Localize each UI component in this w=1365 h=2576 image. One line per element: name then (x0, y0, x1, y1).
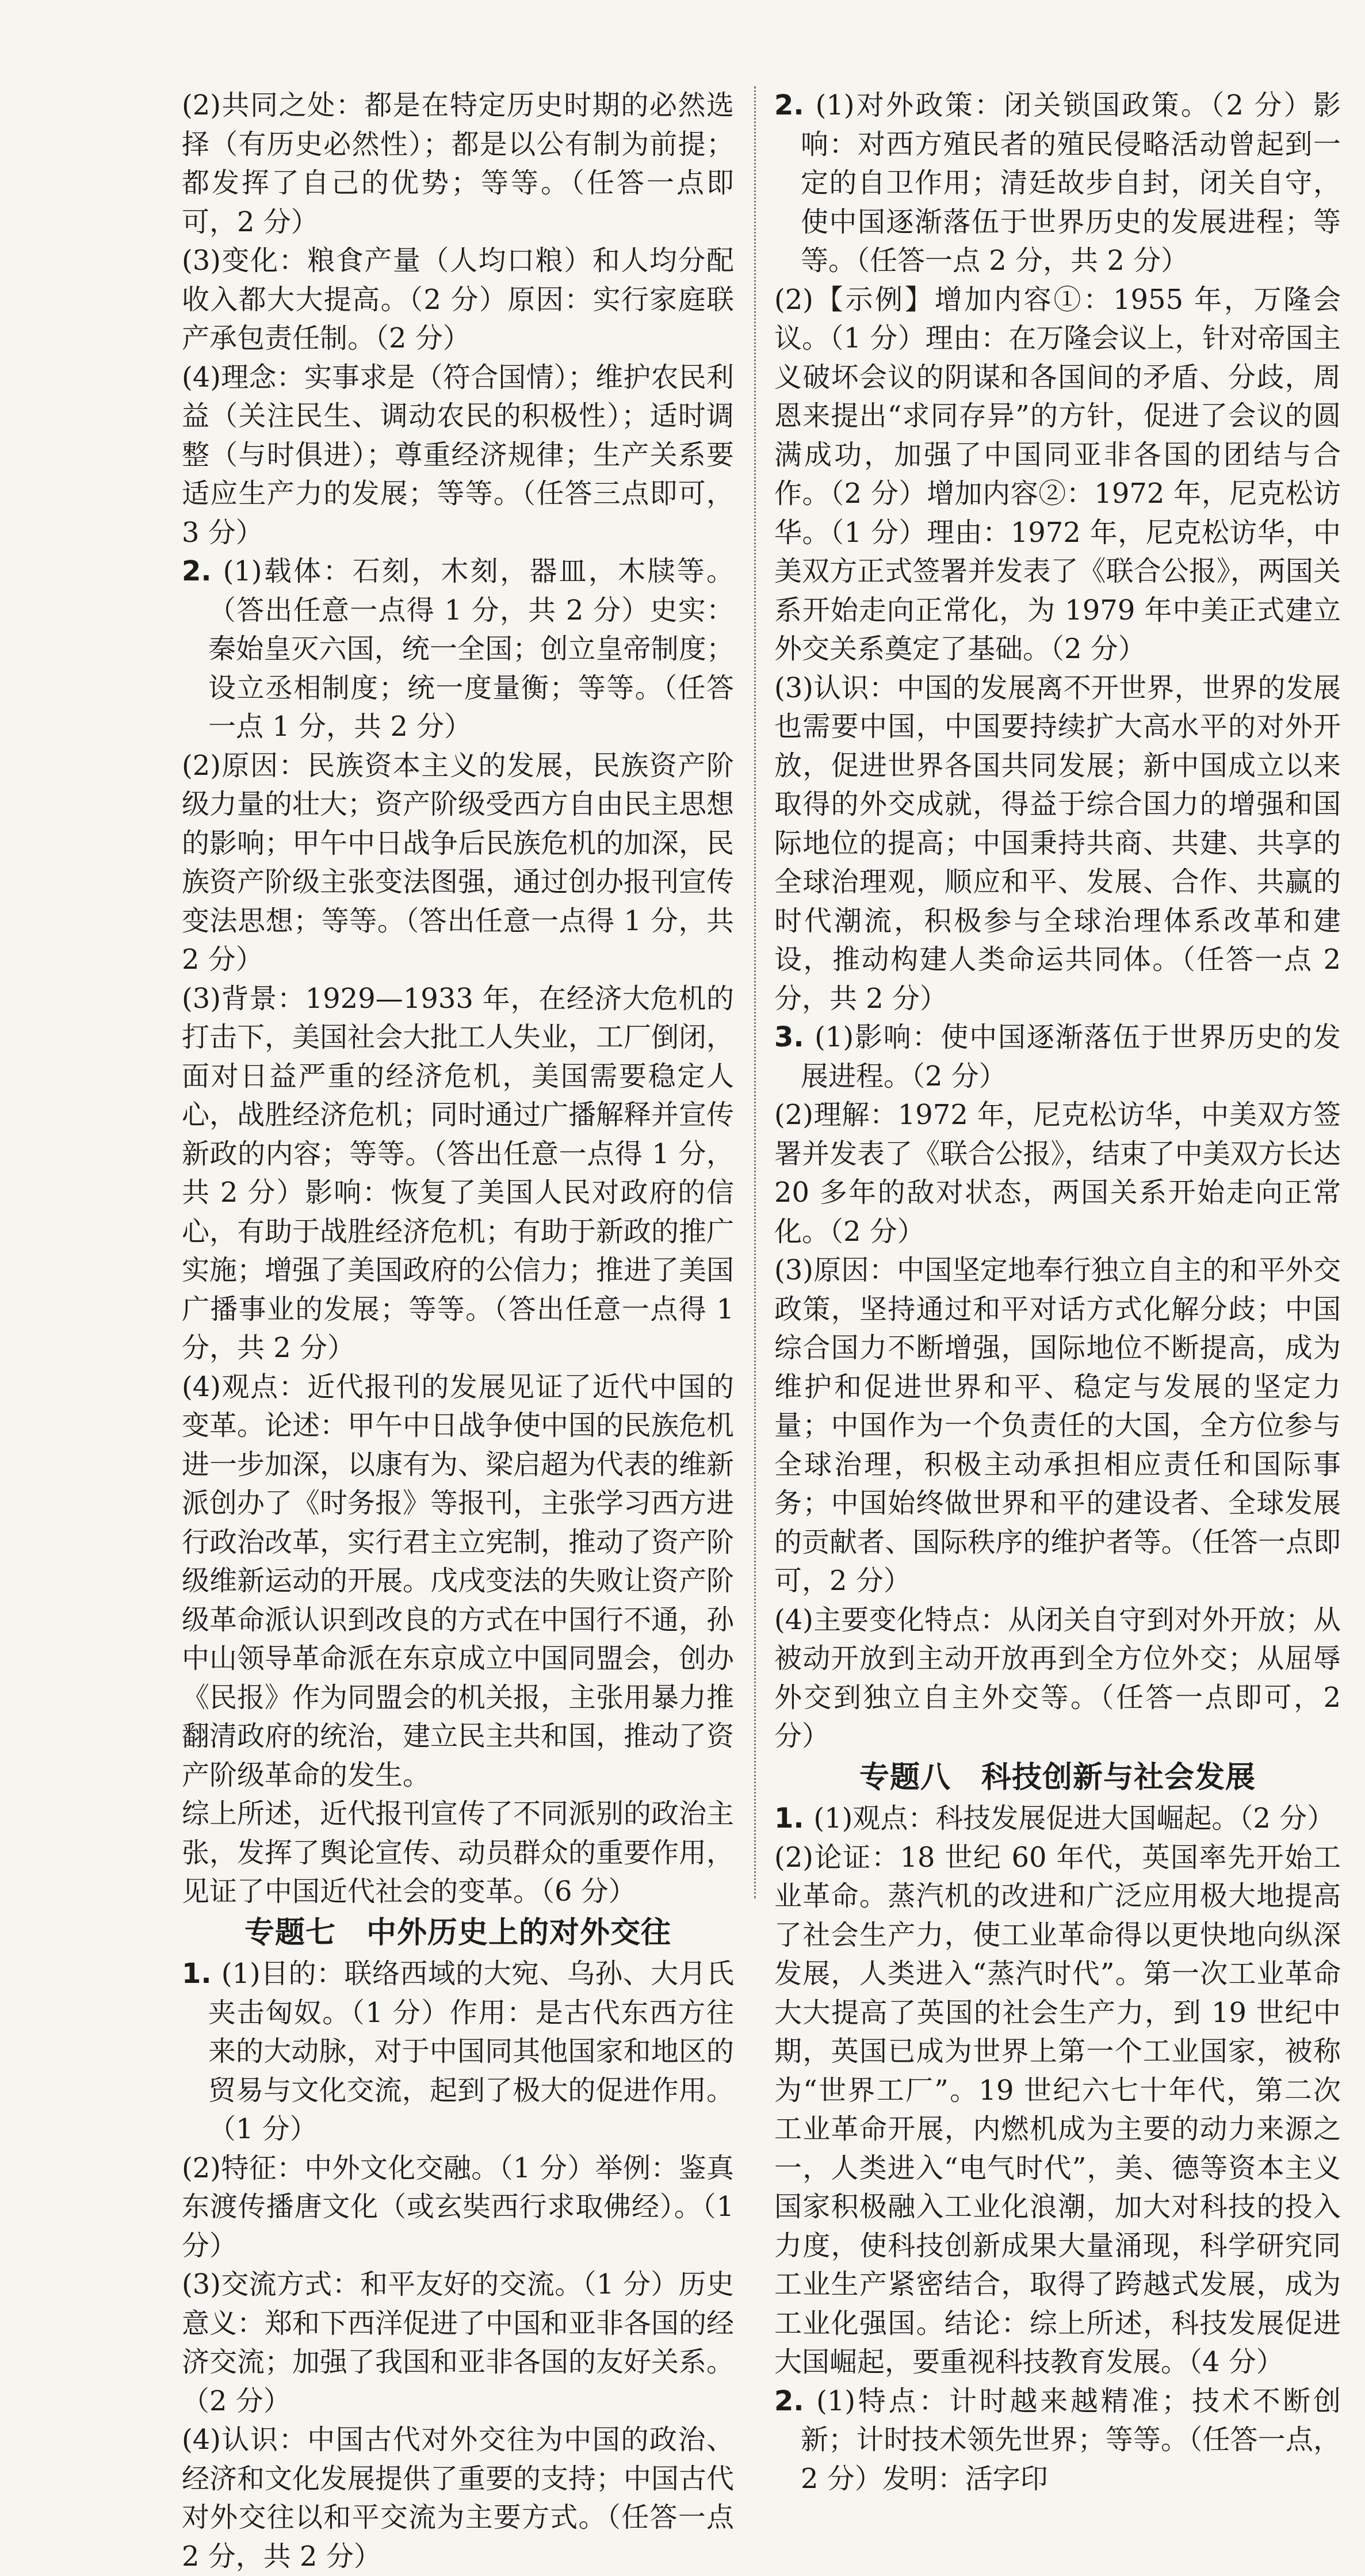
answer-paragraph: (2)特征：中外文化交融。（1 分）举例：鉴真东渡传播唐文化（或玄奘西行求取佛经）。（1 分） (182, 2151, 734, 2262)
left-column (182, 86, 734, 2576)
answer-paragraph: (3)交流方式：和平友好的交流。（1 分）历史意义：郑和下西洋促进了中国和亚非各国的经济交流；加强了我国和亚非各国的友好关系。（2 分） (182, 2268, 735, 2417)
answer-text: (1)对外政策：闭关锁国政策。（2 分）影响：对西方殖民者的殖民侵略活动曾起到一定的自卫作用；清廷故步自封，闭关自守，使中国逐渐落伍于世界历史的发展进程；等等。（任答一点 2 分，共 2 分） (801, 89, 1341, 277)
answer-paragraph: (2)【示例】增加内容①：1955 年，万隆会议。（1 分）理由：在万隆会议上，针对帝国主义破坏会议的阴谋和各国间的矛盾、分歧，周恩来提出“求同存异”的方针，促进了会议的圆满成功，加强了中国同亚非各国的团结与合作。（2 分）增加内容②：1972 年，尼克松访华。（1 分）理由：1972 年，尼克松访华，中美双方正式签署并发表了《联合公报》，两国关系开始走向正常化，为 1979 年中美正式建立外交关系奠定了基础。（2 分） (774, 283, 1341, 665)
answer-text: (1)影响：使中国逐渐落伍于世界历史的发展进程。（2 分） (801, 1021, 1341, 1092)
answer-paragraph: (3)原因：中国坚定地奉行独立自主的和平外交政策，坚持通过和平对话方式化解分歧；中国综合国力不断增强，国际地位不断提高，成为维护和促进世界和平、稳定与发展的坚定力量；中国作为一个负责任的大国，全方位参与全球治理，积极主动承担相应责任和国际事务；中国始终做世界和平的建设者、全球发展的贡献者、国际秩序的维护者等。（任答一点即可，2 分） (774, 1254, 1341, 1597)
question-number: 2. (774, 89, 816, 121)
answer-paragraph: (3)背景：1929—1933 年，在经济大危机的打击下，美国社会大批工人失业，工厂倒闭，面对日益严重的经济危机，美国需要稳定人心，战胜经济危机；同时通过广播解释并宣传新政的内容；等等。（答出任意一点得 1 分，共 2 分）影响：恢复了美国人民对政府的信心，有助于战胜经济危机；有助于新政的推广实施；增强了美国政府的公信力；推进了美国广播事业的发展；等等。（答出任意一点得 1 分，共 2 分） (182, 982, 735, 1364)
question-paragraph (774, 1018, 1341, 1096)
answer-paragraph: (4)认识：中国古代对外交往为中国的政治、经济和文化发展提供了重要的支持；中国古代对外交往以和平交流为主要方式。（任答一点 2 分，共 2 分） (182, 2424, 735, 2573)
answer-paragraph: (2)论证：18 世纪 60 年代，英国率先开始工业革命。蒸汽机的改进和广泛应用极大地提高了社会生产力，使工业革命得以更快地向纵深发展，人类进入“蒸汽时代”。第一次工业革命大大提高了英国的社会生产力，到 19 世纪中期，英国已成为世界上第一个工业国家，被称为“世界工厂”。19 世纪六七十年代，第二次工业革命开展，内燃机成为主要的动力来源之一，人类进入“电气时代”，美、德等资本主义国家积极融入工业化浪潮，加大对科技的投入力度，使科技创新成果大量涌现，科学研究同工业生产紧密结合，取得了跨越式发展，成为工业化强国。结论：综上所述，科技发展促进大国崛起，要重视科技教育发展。（4 分） (774, 1841, 1341, 2378)
question-paragraph (182, 1955, 734, 2149)
question-paragraph (774, 86, 1341, 281)
question-number: 1. (182, 1958, 221, 1990)
answer-paragraph: (2)原因：民族资本主义的发展，民族资产阶级力量的壮大；资产阶级受西方自由民主思想的影响；甲午中日战争后民族危机的加深，民族资产阶级主张变法图强，通过创办报刊宣传变法思想；等等。（答出任意一点得 1 分，共 2 分） (182, 749, 735, 976)
answer-text: (1)观点：科技发展促进大国崛起。（2 分） (813, 1802, 1335, 1834)
answer-text: (1)目的：联络西域的大宛、乌孙、大月氏夹击匈奴。（1 分）作用：是古代东西方往来的大动脉，对于中国同其他国家和地区的贸易与文化交流，起到了极大的促进作用。（1 分） (208, 1958, 735, 2145)
question-number: 3. (774, 1021, 815, 1053)
answer-paragraph: (4)主要变化特点：从闭关自守到对外开放；从被动开放到主动开放再到全方位外交；从屈辱外交到独立自主外交等。（任答一点即可，2 分） (774, 1603, 1341, 1752)
answer-paragraph: (2)共同之处：都是在特定历史时期的必然选择（有历史必然性）；都是以公有制为前提；都发挥了自己的优势；等等。（任答一点即可，2 分） (182, 89, 734, 238)
question-paragraph (182, 552, 734, 747)
answer-text: (1)特点：计时越来越精准；技术不断创新；计时技术领先世界；等等。（任答一点，2 分）发明：活字印 (801, 2384, 1341, 2495)
question-paragraph (774, 1799, 1341, 1839)
question-number: 1. (774, 1802, 814, 1834)
answer-paragraph: (2)理解：1972 年，尼克松访华，中美双方签署并发表了《联合公报》，结束了中美双方长达 20 多年的敌对状态，两国关系开始走向正常化。（2 分） (774, 1099, 1341, 1248)
answer-text: (1)载体：石刻，木刻，器皿，木牍等。（答出任意一点得 1 分，共 2 分）史实：秦始皇灭六国，统一全国；创立皇帝制度；设立丞相制度；统一度量衡；等等。（任答一点 1 分，共 2 分） (208, 555, 735, 743)
question-paragraph (774, 2382, 1341, 2499)
answer-paragraph: (3)变化：粮食产量（人均口粮）和人均分配收入都大大提高。（2 分）原因：实行家庭联产承包责任制。（2 分） (182, 244, 734, 354)
answer-paragraph: (4)理念：实事求是（符合国情）；维护农民利益（关注民生、调动农民的积极性）；适时调整（与时俱进）；尊重经济规律；生产关系要适应生产力的发展；等等。（任答三点即可，3 分） (182, 361, 734, 549)
right-column (774, 86, 1341, 2498)
answer-paragraph: (4)观点：近代报刊的发展见证了近代中国的变革。论述：甲午中日战争使中国的民族危机进一步加深，以康有为、梁启超为代表的维新派创办了《时务报》等报刊，主张学习西方进行政治改革，实行君主立宪制，推动了资产阶级维新运动的开展。戊戌变法的失败让资产阶级革命派认识到改良的方式在中国行不通，孙中山领导革命派在东京成立中国同盟会，创办《民报》作为同盟会的机关报，主张用暴力推翻清政府的统治，建立民主共和国，推动了资产阶级革命的发生。 (182, 1370, 735, 1791)
column-divider (754, 86, 756, 1898)
answer-paragraph: (3)认识：中国的发展离不开世界，世界的发展也需要中国，中国要持续扩大高水平的对外开放，促进世界各国共同发展；新中国成立以来取得的外交成就，得益于综合国力的增强和国际地位的提高；中国秉持共商、共建、共享的全球治理观，顺应和平、发展、合作、共赢的时代潮流，积极参与全球治理体系改革和建设，推动构建人类命运共同体。（任答一点 2 分，共 2 分） (774, 671, 1341, 1015)
answer-paragraph: 综上所述，近代报刊宣传了不同派别的政治主张，发挥了舆论宣传、动员群众的重要作用，见证了中国近代社会的变革。（6 分） (182, 1798, 735, 1908)
section-heading: 专题七 中外历史上的对外交往 (244, 1915, 671, 1950)
question-number: 2. (182, 555, 223, 587)
question-number: 2. (774, 2384, 817, 2417)
section-heading: 专题八 科技创新与社会发展 (859, 1760, 1256, 1795)
